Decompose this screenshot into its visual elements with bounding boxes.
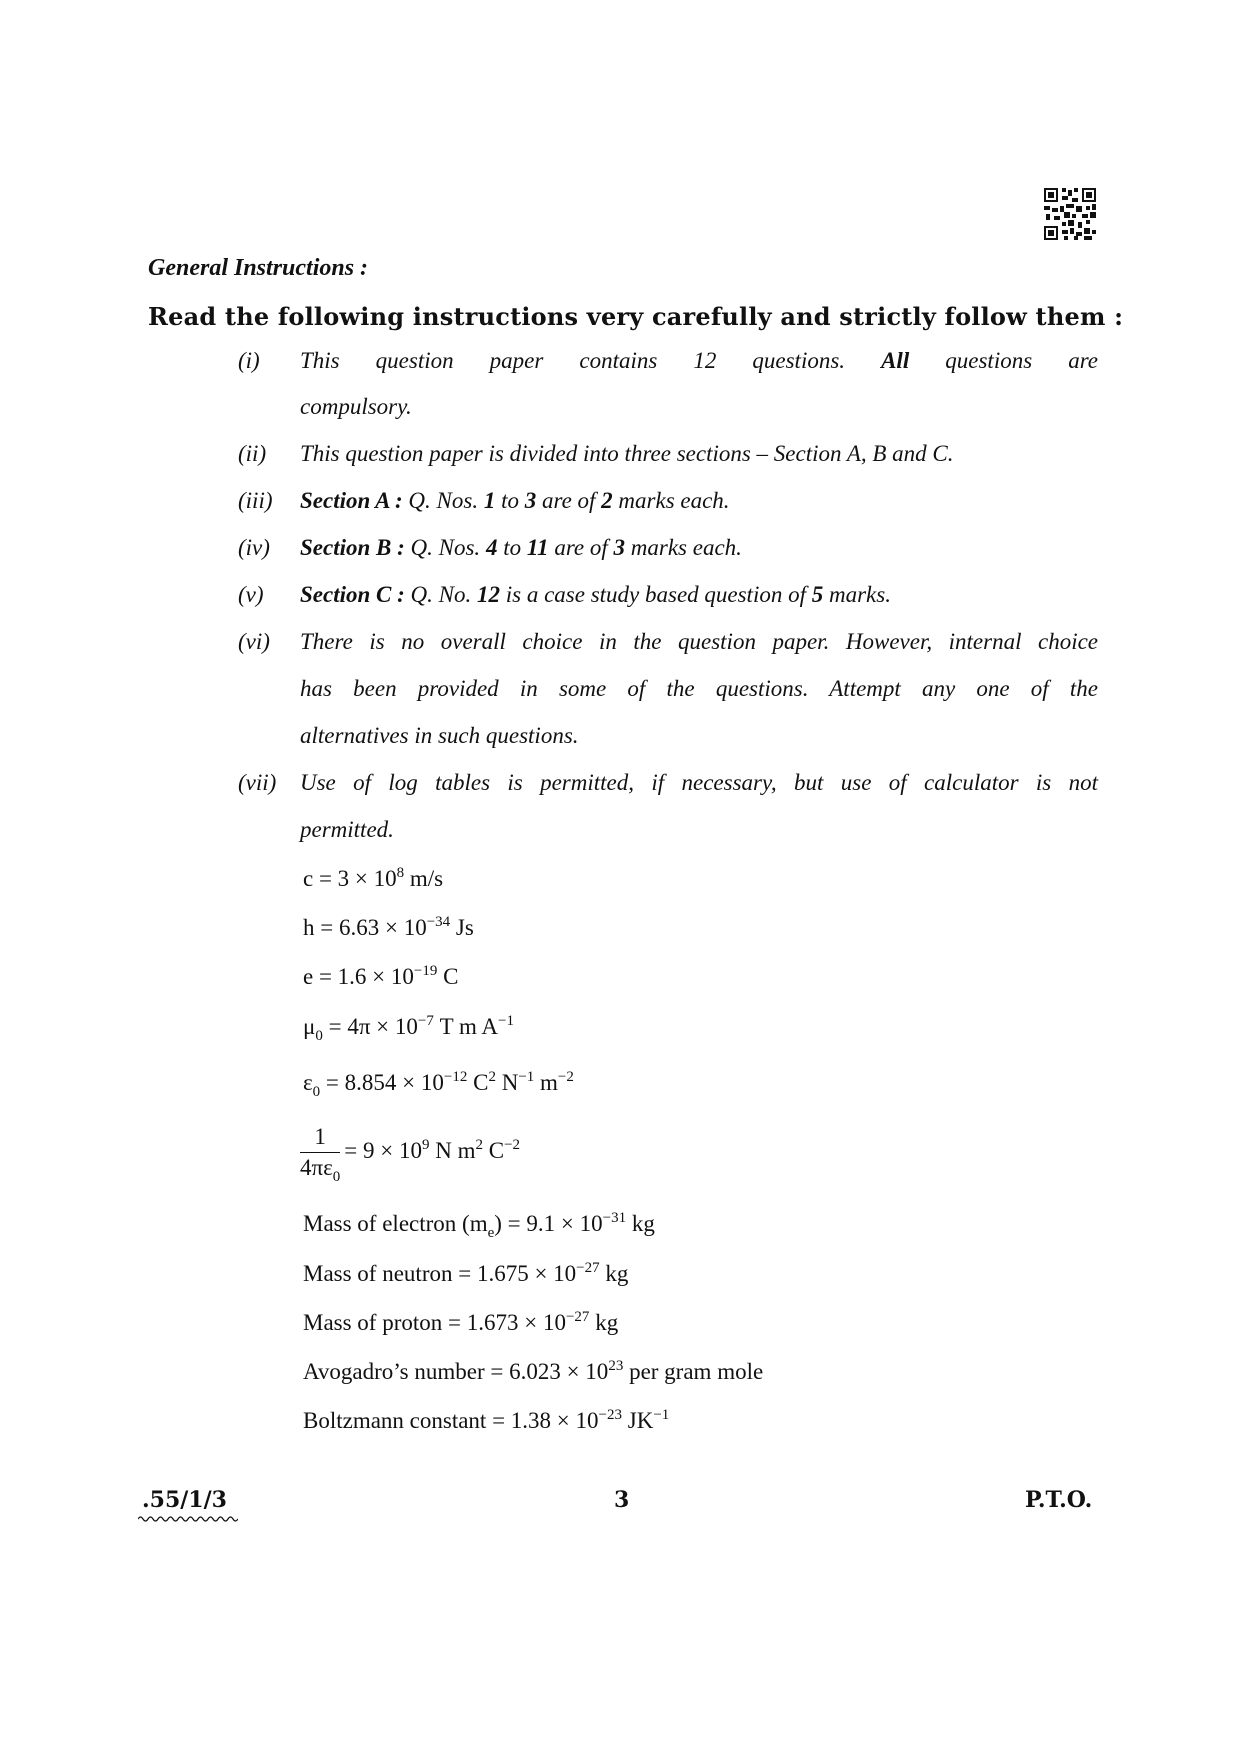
instruction-number: (vii) (238, 770, 277, 795)
instruction-number: (i) (238, 348, 260, 373)
constant-mu0: $\mu_0 = 4\pi \times 10^{-7}$ T m $A^{-1}$ (303, 1013, 514, 1044)
page-number: 3 (614, 1487, 630, 1513)
emphasis-all: All (881, 348, 910, 373)
constant-neutron-mass: Mass of neutron = $1.675 \times 10^{-27}$ kg (303, 1260, 629, 1286)
instruction-text: alternatives in such questions. (300, 723, 579, 748)
instruction-number: (v) (238, 582, 264, 607)
fraction: $\frac{1}{4\pi\varepsilon_0}$ (300, 1124, 341, 1185)
constant-speed-of-light: $c = 3 \times 10^8$ m/s (303, 865, 444, 891)
instruction-text: Section A : Q. Nos. 1 to 3 are of 2 marks each. (300, 488, 730, 513)
constant-planck: $h = 6.63 \times 10^{-34}$ Js (303, 914, 474, 940)
instruction-text: This question paper contains 12 questions. All questions are (300, 348, 1099, 373)
instruction-text: permitted. (300, 817, 394, 842)
wavy-underline (138, 1515, 238, 1523)
instruction-text: has been provided in some of the questions. Attempt any one of the (300, 676, 1098, 701)
instruction-text: compulsory. (300, 394, 412, 419)
instruction-text: Section C : Q. No. 12 is a case study based question of 5 marks. (300, 582, 891, 607)
constant-coulomb: $\frac{1}{4\pi\varepsilon_0}$ = $9 \times 10^9$ N $m^2$ $C^{-2}$ (300, 1124, 521, 1185)
instruction-text: This question paper is divided into three sections – Section A, B and C. (300, 441, 954, 466)
general-instructions-heading: General Instructions : (148, 255, 369, 281)
constant-proton-mass: Mass of proton = $1.673 \times 10^{-27}$ kg (303, 1309, 619, 1335)
constant-boltzmann: Boltzmann constant = $1.38 \times 10^{-23}$ $JK^{-1}$ (303, 1407, 670, 1433)
paper-code: .55/1/3 (142, 1487, 227, 1513)
pto-label: P.T.O. (1025, 1487, 1093, 1513)
instruction-text: Use of log tables is permitted, if necessary, but use of calculator is not (300, 770, 1098, 795)
constant-electron-charge: $e = 1.6 \times 10^{-19}$ C (303, 963, 459, 989)
instruction-number: (ii) (238, 441, 267, 466)
instruction-number: (iii) (238, 488, 273, 513)
qr-code-icon (1044, 188, 1096, 240)
instruction-text: Section B : Q. Nos. 4 to 11 are of 3 marks each. (300, 535, 742, 560)
read-instructions-line: Read the following instructions very carefully and strictly follow them : (148, 302, 1124, 331)
constant-avogadro: Avogadro’s number = $6.023 \times 10^{23}$ per gram mole (303, 1358, 764, 1384)
instruction-text: There is no overall choice in the question paper. However, internal choice (300, 629, 1098, 654)
constant-epsilon0: $\varepsilon_0 = 8.854 \times 10^{-12}$ $C^2$ $N^{-1}$ $m^{-2}$ (303, 1069, 574, 1100)
instruction-number: (vi) (238, 629, 270, 654)
constant-electron-mass: Mass of electron $(m_e) = 9.1 \times 10^{-31}$ kg (303, 1210, 655, 1241)
instruction-number: (iv) (238, 535, 270, 560)
